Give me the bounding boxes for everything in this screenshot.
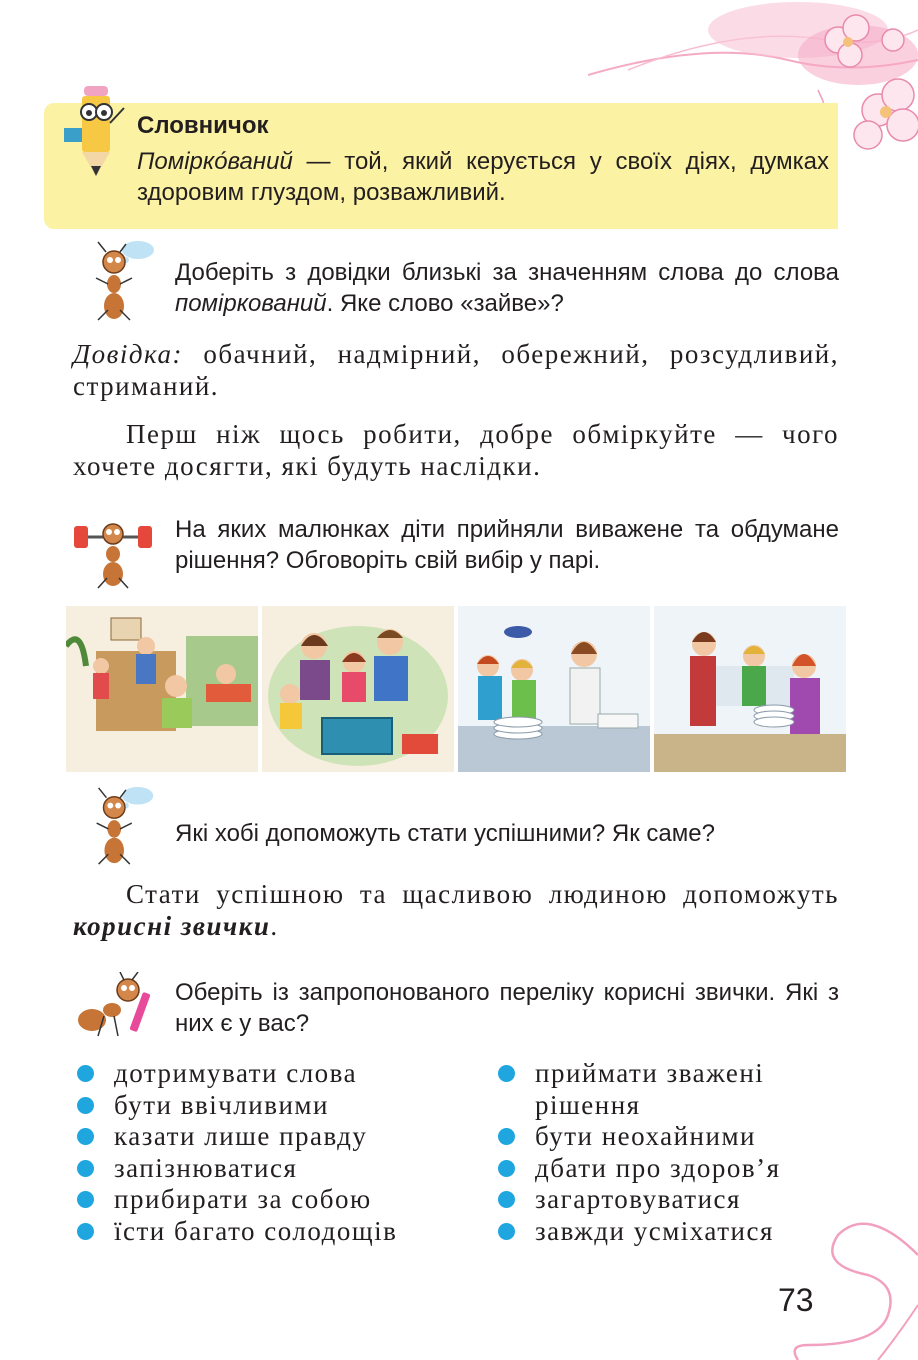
ant-writing-icon bbox=[74, 972, 156, 1040]
bullet-dot bbox=[77, 1097, 94, 1114]
list-item-text: казати лише правду bbox=[114, 1121, 368, 1152]
task-1-word: поміркований bbox=[175, 290, 327, 317]
list-item bbox=[74, 1184, 494, 1216]
ant-strong-icon bbox=[72, 512, 154, 590]
task-4-text: Оберіть із запропонованого переліку корисні звички. Які з них є у вас? bbox=[175, 979, 839, 1037]
list-item bbox=[74, 1090, 494, 1122]
bullet-dot bbox=[77, 1128, 94, 1145]
dictionary-definition bbox=[137, 146, 829, 208]
task-2-text: На яких малюнках діти прийняли виважене та обдумане рішення? Обговоріть свій вибір у парі. bbox=[175, 516, 839, 574]
list-item bbox=[495, 1153, 855, 1185]
ant-thinking-icon bbox=[88, 240, 158, 322]
list-item-text: бути ввічливими bbox=[114, 1089, 329, 1120]
illustration-kids-dishes bbox=[458, 606, 650, 772]
bullet-dot bbox=[498, 1223, 515, 1240]
page-number: 73 bbox=[778, 1282, 814, 1318]
paragraph-useful-habits-emphasis: корисні звички bbox=[73, 911, 271, 941]
bullet-dot bbox=[498, 1065, 515, 1082]
list-item bbox=[74, 1216, 494, 1248]
illustration-family-washing-dishes bbox=[654, 606, 846, 772]
squiggle-decoration bbox=[778, 1195, 918, 1360]
list-item bbox=[74, 1121, 494, 1153]
task-1-text bbox=[175, 257, 839, 319]
illustration-family-board-game bbox=[262, 606, 454, 772]
habits-list-left bbox=[74, 1058, 494, 1248]
list-item-text: загартовуватися bbox=[535, 1184, 741, 1215]
task-1-part-a: Доберіть з довідки близькі за значенням слова до слова bbox=[175, 259, 839, 286]
bullet-dot bbox=[498, 1191, 515, 1208]
bullet-dot bbox=[77, 1065, 94, 1082]
dovidka-label: Довідка: bbox=[73, 339, 184, 369]
bullet-dot bbox=[77, 1160, 94, 1177]
list-item-text: дбати про здоров’я bbox=[535, 1152, 781, 1183]
dovidka-words: обачний, надмірний, обережний, розсудливий, стриманий. bbox=[73, 339, 839, 401]
dictionary-term: Помірко́ваний bbox=[137, 148, 293, 175]
illustrations-strip bbox=[66, 606, 844, 772]
pencil-mascot-icon bbox=[60, 78, 130, 178]
list-item-continuation bbox=[495, 1090, 855, 1122]
illustration-family-living-room bbox=[66, 606, 258, 772]
task-1-part-b: . Яке слово «зайве»? bbox=[326, 290, 564, 317]
dovidka-paragraph bbox=[73, 338, 839, 402]
dictionary-title: Словничок bbox=[137, 112, 269, 139]
bullet-dot bbox=[498, 1128, 515, 1145]
bullet-dot bbox=[77, 1191, 94, 1208]
list-item-text: завжди усміхатися bbox=[535, 1215, 774, 1246]
list-item-text: запізнюватися bbox=[114, 1152, 298, 1183]
bullet-dot bbox=[77, 1223, 94, 1240]
paragraph-useful-habits-text: Стати успішною та щасливою людиною допоможуть bbox=[126, 879, 839, 909]
bullet-dot bbox=[498, 1160, 515, 1177]
list-item bbox=[74, 1058, 494, 1090]
paragraph-useful-habits-end: . bbox=[270, 911, 279, 941]
dictionary-definition-text: — той, який керується у своїх діях, думках здоровим глуздом, розважливий. bbox=[137, 148, 829, 206]
paragraph-think-first: Перш ніж щось робити, добре обміркуйте — чого хочете досягти, які будуть наслідки. bbox=[73, 419, 839, 481]
list-item bbox=[74, 1153, 494, 1185]
paragraph-useful-habits bbox=[73, 878, 839, 942]
list-item-text: бути неохайними bbox=[535, 1121, 756, 1152]
list-item-text: дотримувати слова bbox=[114, 1058, 358, 1088]
task-3-text: Які хобі допоможуть стати успішними? Як саме? bbox=[175, 820, 715, 847]
list-item-text: прибирати за собою bbox=[114, 1184, 372, 1215]
list-item-text: рішення bbox=[535, 1089, 641, 1120]
list-item bbox=[495, 1121, 855, 1153]
list-item bbox=[495, 1058, 855, 1090]
list-item-text: приймати зважені bbox=[535, 1058, 765, 1088]
list-item-text: їсти багато солодощів bbox=[114, 1215, 398, 1246]
ant-thinking-icon bbox=[88, 786, 158, 866]
